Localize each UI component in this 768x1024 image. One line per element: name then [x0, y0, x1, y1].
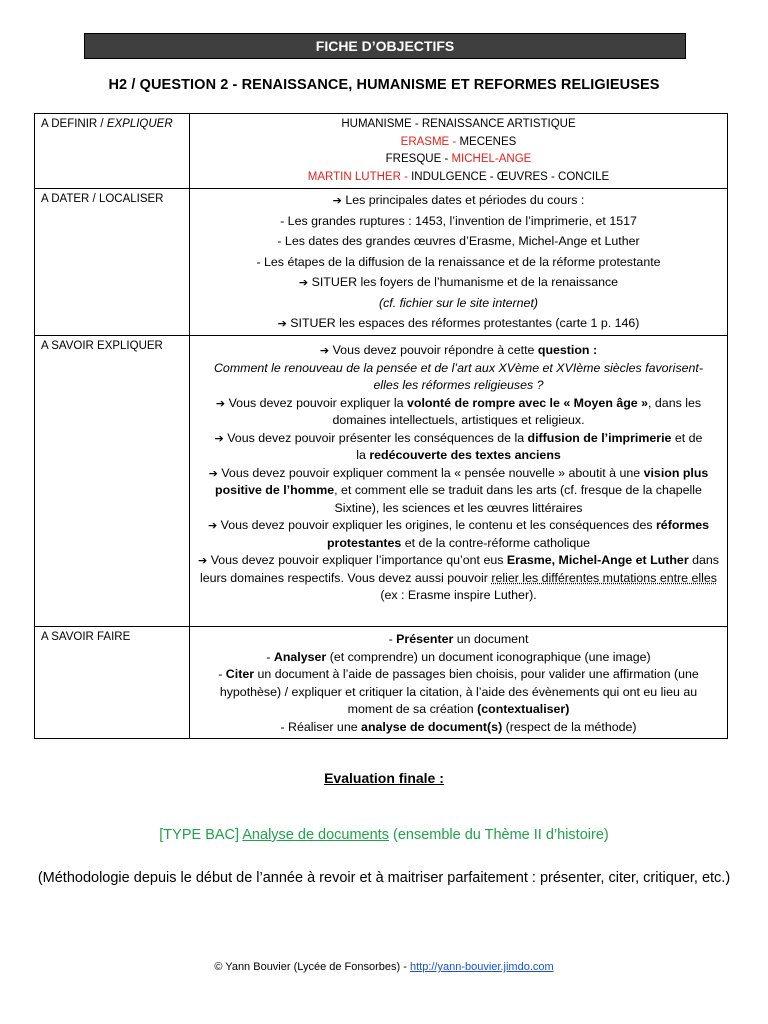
row-content: ➔ Vous devez pouvoir répondre à cette question : Comment le renouveau de la pensée et de l’art aux XVème et XVIème siècles favorisent-elles les réformes religieuses ? ➔ Vous devez pouvoir expliquer la volonté de rompre avec le « Moyen âge », dans les domaines intellectuels, artistiques et religieux. ➔ Vous devez pouvoir présenter les conséquences de la diffusion de l’imprimerie et de la redécouverte des textes anciens ➔ Vous devez pouvoir expliquer comment la « pensée nouvelle » aboutit à une vision plus positive de l’homme, et comment elle se traduit dans les arts (cf. fresque de la chapelle Sixtine), les sciences et les œuvres littéraires ➔ Vous devez pouvoir expliquer les origines, le contenu et les conséquences des réformes protestantes et de la contre-réforme catholique ➔ Vous devez pouvoir expliquer l’importance qu’ont eus Erasme, Michel-Ange et Luther dans leurs domaines respectifs. Vous devez aussi pouvoir relier les différentes mutations entre elles (ex : Erasme inspire Luther). — [190, 336, 728, 627]
arrow-icon: ➔ — [277, 317, 287, 330]
table-row — [35, 627, 728, 739]
arrow-icon: ➔ — [198, 554, 208, 567]
row-content: ➔ Les principales dates et périodes du cours : - Les grandes ruptures : 1453, l’invention de l’imprimerie, et 1517 - Les dates des grandes œuvres d’Erasme, Michel-Ange et Luther - Les étapes de la diffusion de la renaissance et de la réforme protestante ➔ SITUER les foyers de l’humanisme et de la renaissance (cf. fichier sur le site internet) ➔ SITUER les espaces des réformes protestantes (carte 1 p. 146) — [190, 189, 728, 336]
objectives-table — [34, 113, 728, 739]
banner-title: FICHE D’OBJECTIFS — [84, 33, 686, 59]
row-label: A SAVOIR EXPLIQUER — [35, 336, 190, 627]
arrow-icon: ➔ — [207, 519, 218, 532]
evaluation-title: Evaluation finale : — [324, 770, 444, 786]
arrow-icon: ➔ — [214, 431, 224, 445]
arrow-icon: ➔ — [215, 396, 226, 410]
row-label: A SAVOIR FAIRE — [35, 627, 190, 739]
footer-copyright: © Yann Bouvier (Lycée de Fonsorbes) - — [214, 961, 410, 973]
table-row — [35, 336, 728, 627]
row-label: A DEFINIR / EXPLIQUER — [35, 114, 190, 189]
arrow-icon: ➔ — [298, 276, 309, 289]
footer-link[interactable]: http://yann-bouvier.jimdo.com — [409, 961, 554, 973]
arrow-icon: ➔ — [332, 194, 342, 207]
table-row — [35, 189, 728, 336]
footer — [0, 961, 768, 973]
arrow-icon: ➔ — [319, 344, 330, 357]
row-label: A DATER / LOCALISER — [35, 189, 190, 336]
arrow-icon: ➔ — [208, 466, 218, 480]
methodology-note: (Méthodologie depuis le début de l’année à revoir et à maitriser parfaitement : présenter, citer, critiquer, etc.) — [37, 870, 731, 886]
evaluation-type: [TYPE BAC] Analyse de documents (ensemble du Thème II d’histoire) — [159, 827, 609, 843]
page-subtitle: H2 / QUESTION 2 - RENAISSANCE, HUMANISME ET REFORMES RELIGIEUSES — [108, 77, 660, 93]
table-row — [35, 114, 728, 189]
row-content: HUMANISME - RENAISSANCE ARTISTIQUE ERASME - MECENES FRESQUE - MICHEL-ANGE MARTIN LUTHER - INDULGENCE - ŒUVRES - CONCILE — [190, 114, 728, 189]
row-content: - Présenter un document - Analyser (et comprendre) un document iconographique (une image) - Citer un document à l’aide de passages bien choisis, pour valider une affirmation (une hypothèse) / expliquer et critiquer la citation, à l’aide des évènements qui ont eu lieu au moment de sa création (contextualiser) - Réaliser une analyse de document(s) (respect de la méthode) — [190, 627, 728, 739]
